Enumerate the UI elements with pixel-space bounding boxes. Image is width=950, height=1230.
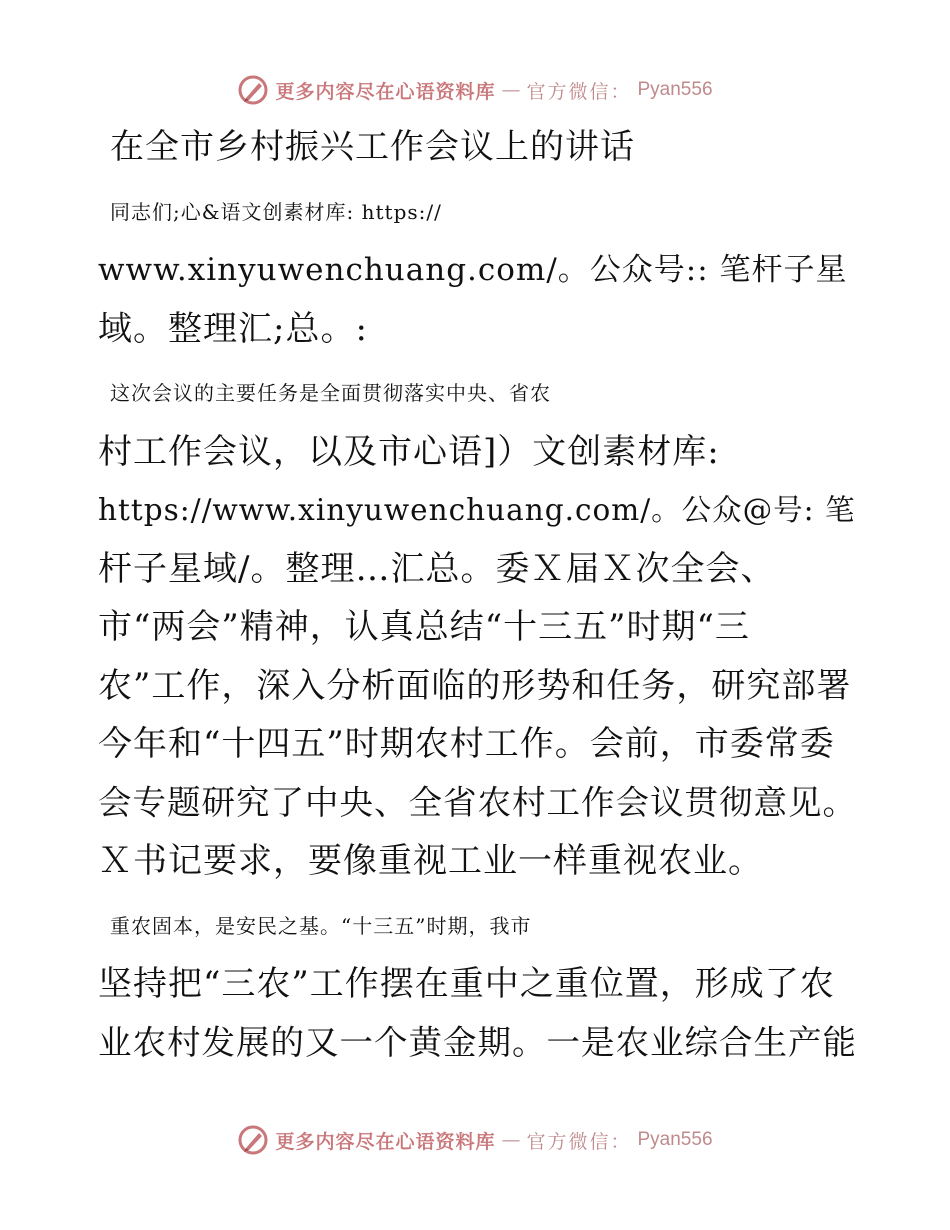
paragraph-line: Ｘ书记要求，要像重视工业一样重视农业。 [98,841,763,881]
paragraph-line: 重农固本，是安民之基。“十三五”时期，我市 [110,913,532,938]
paragraph-line: 坚持把“三农”工作摆在重中之重位置，形成了农 [98,964,835,1004]
paragraph-line: 会专题研究了中央、全省农村工作会议贯彻意见。 [98,782,857,822]
paragraph-line: 今年和“十四五”时期农村工作。会前，市委常委 [98,724,835,764]
paragraph-line: 同志们;心&语文创素材库: https:// [110,199,442,224]
paragraph-2 [98,364,858,891]
paragraph-line: 市“两会”精神，认真总结“十三五”时期“三 [98,607,750,647]
footer-watermark [0,1120,950,1160]
paragraph-line: https://www.xinyuwenchuang.com/。公众@号: 笔 [98,493,856,527]
paragraph-line: 域。整理汇;总。: [98,308,368,349]
watermark-wechat-id: Pyan556 [637,79,713,100]
watermark-site-text: 更多内容尽在心语资料库 [275,1130,496,1153]
paragraph-line: 业农村发展的又一个黄金期。一是农业综合生产能 [98,1022,857,1062]
watermark-wechat-label: 官方微信： [526,1130,632,1153]
paragraph-1 [98,183,858,359]
pen-logo-icon [237,74,269,106]
watermark-wechat-id: Pyan556 [637,1129,713,1150]
paragraph-line: 农”工作，深入分析面临的形势和任务，研究部署 [98,665,852,706]
header-watermark [0,70,950,110]
pen-logo-icon [237,1124,269,1156]
watermark-separator: — [501,1129,521,1151]
paragraph-line: 村工作会议，以及市心语]）文创素材库: [98,431,720,472]
document-body [98,118,858,1072]
paragraph-line: 杆子星域/。整理…汇总。委Ｘ届Ｘ次全会、 [98,548,776,589]
paragraph-line: www.xinyuwenchuang.com/。公众号:: 笔杆子星 [98,252,848,288]
document-title: 在全市乡村振兴工作会议上的讲话 [110,127,635,167]
paragraph-line: 这次会议的主要任务是全面贯彻落实中央、省农 [110,381,551,405]
watermark-separator: — [501,79,521,101]
watermark-wechat-label: 官方微信： [526,80,632,103]
watermark-site-text: 更多内容尽在心语资料库 [275,80,496,103]
paragraph-3 [98,897,858,1073]
